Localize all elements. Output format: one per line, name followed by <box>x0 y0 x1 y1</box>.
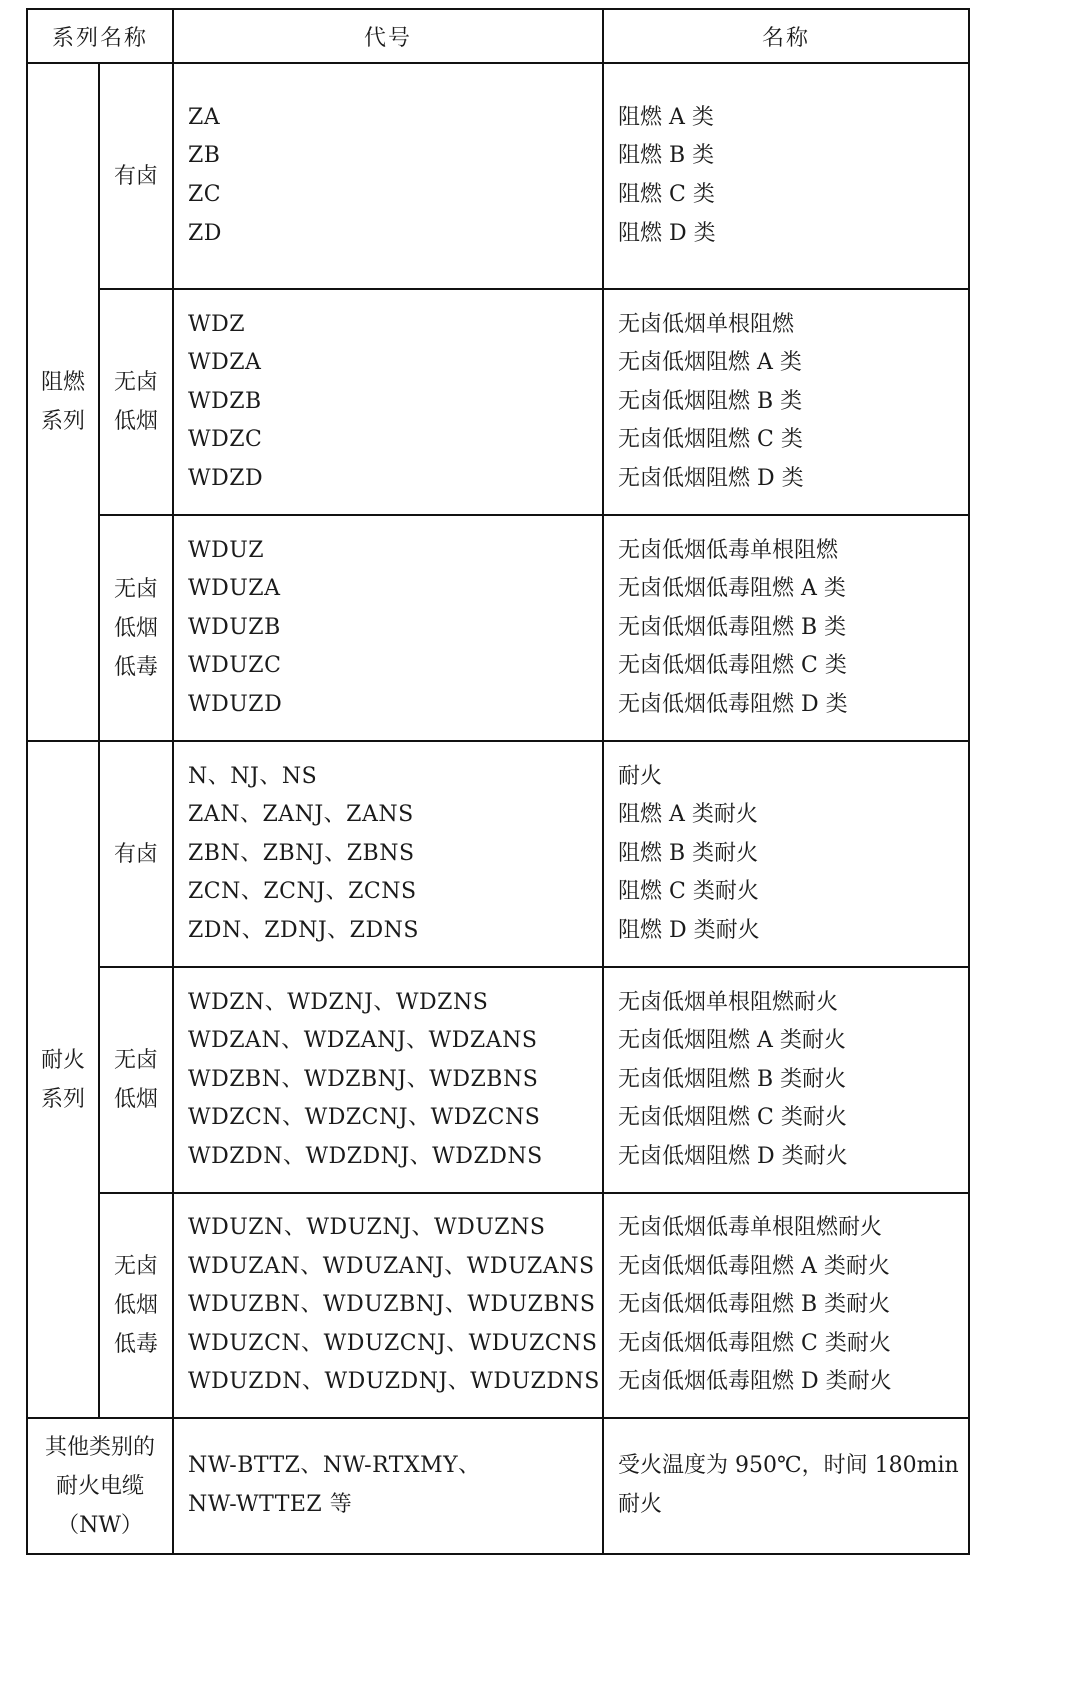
other-category-label: 其他类别的 耐火电缆 （NW） <box>27 1418 173 1554</box>
group-label: 无卤 低烟 低毒 <box>99 1193 173 1418</box>
group-label: 无卤 低烟 <box>99 967 173 1193</box>
name-cell: 无卤低烟低毒单根阻燃 无卤低烟低毒阻燃 A 类 无卤低烟低毒阻燃 B 类 无卤低烟低毒阻燃 C 类 无卤低烟低毒阻燃 D 类 <box>603 515 969 741</box>
name-cell: 阻燃 A 类 阻燃 B 类 阻燃 C 类 阻燃 D 类 <box>603 63 969 289</box>
table-row <box>27 1418 969 1554</box>
header-code: 代号 <box>173 9 603 63</box>
code-cell: N、NJ、NS ZAN、ZANJ、ZANS ZBN、ZBNJ、ZBNS ZCN、ZCNJ、ZCNS ZDN、ZDNJ、ZDNS <box>173 741 603 967</box>
name-cell: 耐火 阻燃 A 类耐火 阻燃 B 类耐火 阻燃 C 类耐火 阻燃 D 类耐火 <box>603 741 969 967</box>
code-cell: WDZN、WDZNJ、WDZNS WDZAN、WDZANJ、WDZANS WDZBN、WDZBNJ、WDZBNS WDZCN、WDZCNJ、WDZCNS WDZDN、WDZDNJ、WDZDNS <box>173 967 603 1193</box>
group-label: 有卤 <box>99 741 173 967</box>
code-cell: WDUZ WDUZA WDUZB WDUZC WDUZD <box>173 515 603 741</box>
code-cell: WDZ WDZA WDZB WDZC WDZD <box>173 289 603 515</box>
table-row <box>27 967 969 1193</box>
series-label-flame-retardant: 阻燃 系列 <box>27 63 99 741</box>
table-row <box>27 63 969 289</box>
code-cell: ZA ZB ZC ZD <box>173 63 603 289</box>
name-cell: 无卤低烟单根阻燃 无卤低烟阻燃 A 类 无卤低烟阻燃 B 类 无卤低烟阻燃 C 类 无卤低烟阻燃 D 类 <box>603 289 969 515</box>
table-row <box>27 741 969 967</box>
table-row <box>27 515 969 741</box>
group-label: 有卤 <box>99 63 173 289</box>
cable-series-table <box>26 8 970 1555</box>
code-cell: WDUZN、WDUZNJ、WDUZNS WDUZAN、WDUZANJ、WDUZANS WDUZBN、WDUZBNJ、WDUZBNS WDUZCN、WDUZCNJ、WDUZCNS WDUZDN、WDUZDNJ、WDUZDNS <box>173 1193 603 1418</box>
name-cell: 无卤低烟低毒单根阻燃耐火 无卤低烟低毒阻燃 A 类耐火 无卤低烟低毒阻燃 B 类耐火 无卤低烟低毒阻燃 C 类耐火 无卤低烟低毒阻燃 D 类耐火 <box>603 1193 969 1418</box>
name-cell: 受火温度为 950℃，时间 180min 耐火 <box>603 1418 969 1554</box>
name-cell: 无卤低烟单根阻燃耐火 无卤低烟阻燃 A 类耐火 无卤低烟阻燃 B 类耐火 无卤低烟阻燃 C 类耐火 无卤低烟阻燃 D 类耐火 <box>603 967 969 1193</box>
table-row <box>27 1193 969 1418</box>
header-series-name: 系列名称 <box>27 9 173 63</box>
group-label: 无卤 低烟 低毒 <box>99 515 173 741</box>
code-cell: NW-BTTZ、NW-RTXMY、 NW-WTTEZ 等 <box>173 1418 603 1554</box>
table-row <box>27 289 969 515</box>
group-label: 无卤 低烟 <box>99 289 173 515</box>
table-header-row <box>27 9 969 63</box>
series-label-fire-resistant: 耐火 系列 <box>27 741 99 1418</box>
header-name: 名称 <box>603 9 969 63</box>
